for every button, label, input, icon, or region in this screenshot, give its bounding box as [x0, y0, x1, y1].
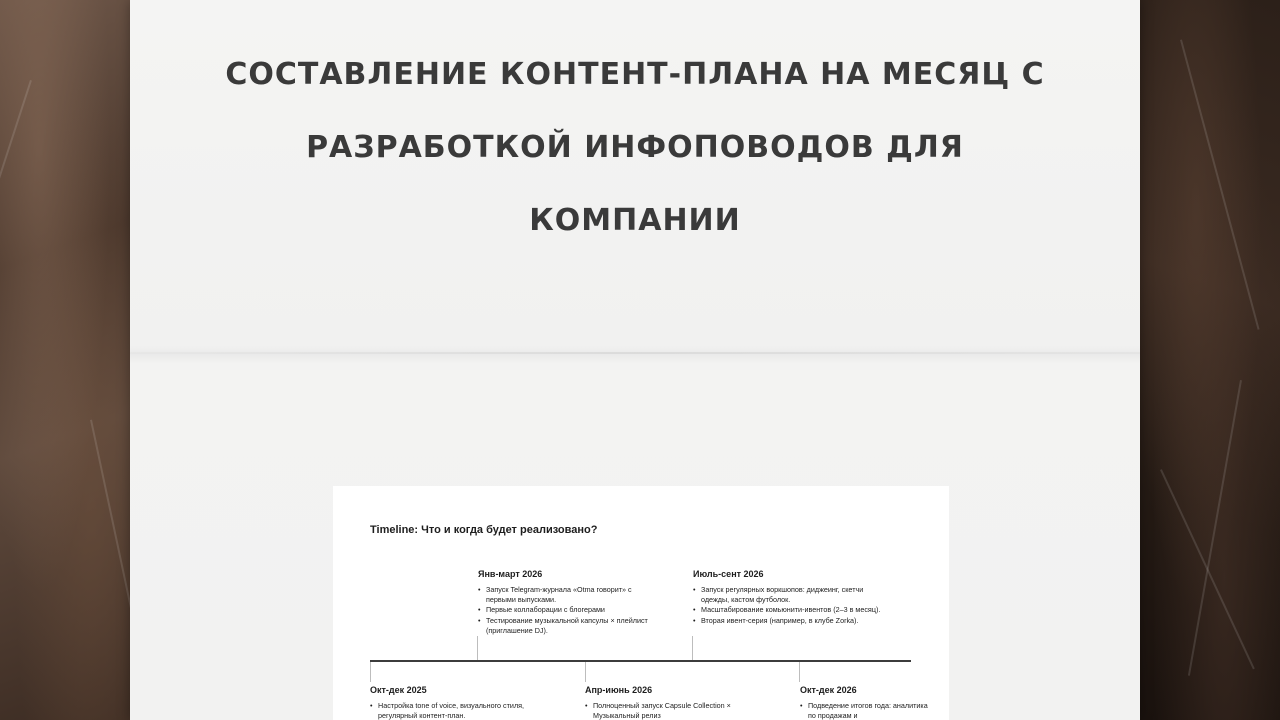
- document-title: Timeline: Что и когда будет реализовано?: [370, 524, 598, 536]
- period-item-list: [585, 701, 755, 720]
- timeline-tick: [370, 662, 371, 682]
- period-label: Июль-сент 2026: [693, 569, 764, 579]
- list-item: • Тестирование музыкальной капсулы × плейлист (приглашение DJ).: [478, 616, 648, 636]
- list-item: • Запуск регулярных воркшопов: диджеинг, скетчи одежды, кастом футболок.: [693, 585, 893, 605]
- timeline-document: [333, 486, 949, 720]
- title-line: СОСТАВЛЕНИЕ КОНТЕНТ-ПЛАНА НА МЕСЯЦ С: [225, 57, 1045, 92]
- slide-title: [130, 38, 1140, 257]
- texture-crease: [1180, 39, 1260, 329]
- period-item-list: [693, 585, 893, 626]
- timeline-tick: [585, 662, 586, 682]
- list-item: • Подведение итогов года: аналитика по продажам и: [800, 701, 930, 720]
- timeline-axis: [370, 660, 911, 662]
- period-jan-mar-2026: [478, 569, 648, 636]
- list-item: • Первые коллаборации с блогерами: [478, 605, 648, 615]
- period-label: Янв-март 2026: [478, 569, 543, 579]
- period-oct-dec-2026: [800, 685, 930, 720]
- timeline-tick: [799, 662, 800, 682]
- period-label: Окт-дек 2025: [370, 685, 427, 695]
- period-jul-sep-2026: [693, 569, 893, 626]
- timeline-tick: [477, 636, 478, 660]
- list-item: • Полноценный запуск Capsule Collection × Музыкальный релиз: [585, 701, 755, 720]
- period-item-list: [478, 585, 648, 636]
- paper-fold: [130, 352, 1140, 354]
- title-line: РАЗРАБОТКОЙ ИНФОПОВОДОВ ДЛЯ: [306, 130, 964, 165]
- list-item: • Настройка tone of voice, визуального стиля, регулярный контент-план.: [370, 701, 540, 720]
- title-line: КОМПАНИИ: [529, 203, 741, 238]
- background-left: [0, 0, 130, 720]
- texture-crease: [1160, 469, 1255, 669]
- texture-crease: [1188, 380, 1242, 676]
- list-item: • Вторая ивент-серия (например, в клубе Zorka).: [693, 616, 893, 626]
- period-oct-dec-2025: [370, 685, 540, 720]
- period-item-list: [370, 701, 540, 720]
- list-item: • Масштабирование комьюнити-ивентов (2–3 в месяц).: [693, 605, 893, 615]
- list-item: • Запуск Telegram-журнала «Otma говорит» с первыми выпусками.: [478, 585, 648, 605]
- period-label: Апр-июнь 2026: [585, 685, 653, 695]
- background-right: [1140, 0, 1280, 720]
- timeline-tick: [692, 636, 693, 660]
- period-label: Окт-дек 2026: [800, 685, 857, 695]
- period-apr-jun-2026: [585, 685, 755, 720]
- period-item-list: [800, 701, 930, 720]
- texture-crease: [0, 80, 32, 328]
